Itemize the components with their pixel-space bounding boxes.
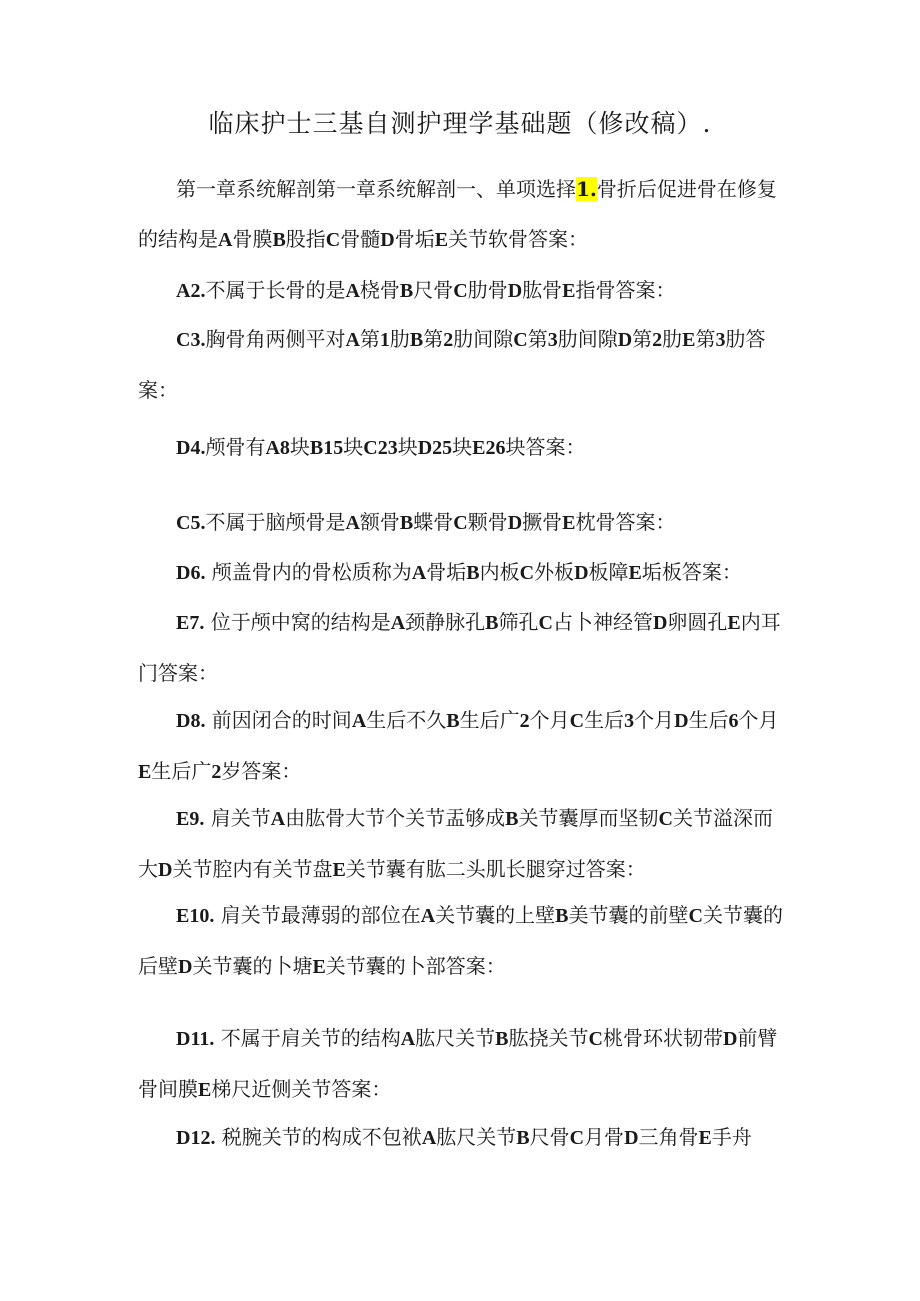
highlighted-question-number: 1.: [576, 177, 597, 201]
paragraph-q10: E10. 肩关节最薄弱的部位在A关节囊的上壁B美节囊的前壁C关节囊的后壁D关节囊的卜塘E关节囊的卜部答案：: [138, 903, 783, 978]
paragraph-intro: [138, 164, 783, 265]
paragraph-q4: D4.颅骨有A8块B15块C23块D25块E26块答案：: [176, 435, 586, 459]
paragraph-q6: D6. 颅盖骨内的骨松质称为A骨垢B内板C外板D板障E垢板答案：: [176, 560, 742, 584]
paragraph-q8: D8. 前因闭合的时间A生后不久B生后广2个月C生后3个月D生后6个月E生后广2岁答案：: [138, 708, 779, 783]
document-title: 临床护士三基自测护理学基础题（修改稿）.: [208, 109, 712, 138]
paragraph-q11: D11. 不属于肩关节的结构A肱尺关节B肱挠关节C桃骨环状韧带D前臂骨间膜E梯尺近侧关节答案：: [138, 1026, 778, 1101]
paragraph-q5: C5.不属于脑颅骨是A额骨B蝶骨C颗骨D撅骨E枕骨答案：: [176, 510, 676, 534]
paragraph-q2: A2.不属于长骨的是A桡骨B尺骨C肋骨D肱骨E指骨答案：: [176, 278, 676, 302]
paragraph-q12: D12. 税腕关节的构成不包袱A肱尺关节B尺骨C月骨D三角骨E手舟: [176, 1125, 752, 1149]
paragraph-q7: E7. 位于颅中窝的结构是A颈静脉孔B筛孔C占卜神经管D卵圆孔E内耳门答案：: [138, 610, 781, 685]
paragraph-q3: C3.胸骨角两侧平对A第1肋B第2肋间隙C第3肋间隙D第2肋E第3肋答案：: [138, 327, 766, 402]
intro-text: 第一章系统解剖第一章系统解剖一、单项选择: [176, 177, 576, 201]
paragraph-q9: E9. 肩关节A由肱骨大节个关节盂够成B关节囊厚而坚韧C关节溢深而大D关节腔内有关节盘E关节囊有肱二头肌长腿穿过答案：: [138, 806, 773, 881]
question-1-text: 骨折后促进骨在修复的结构是A骨膜B股指C骨髓D骨垢E关节软骨答案：: [138, 177, 777, 251]
